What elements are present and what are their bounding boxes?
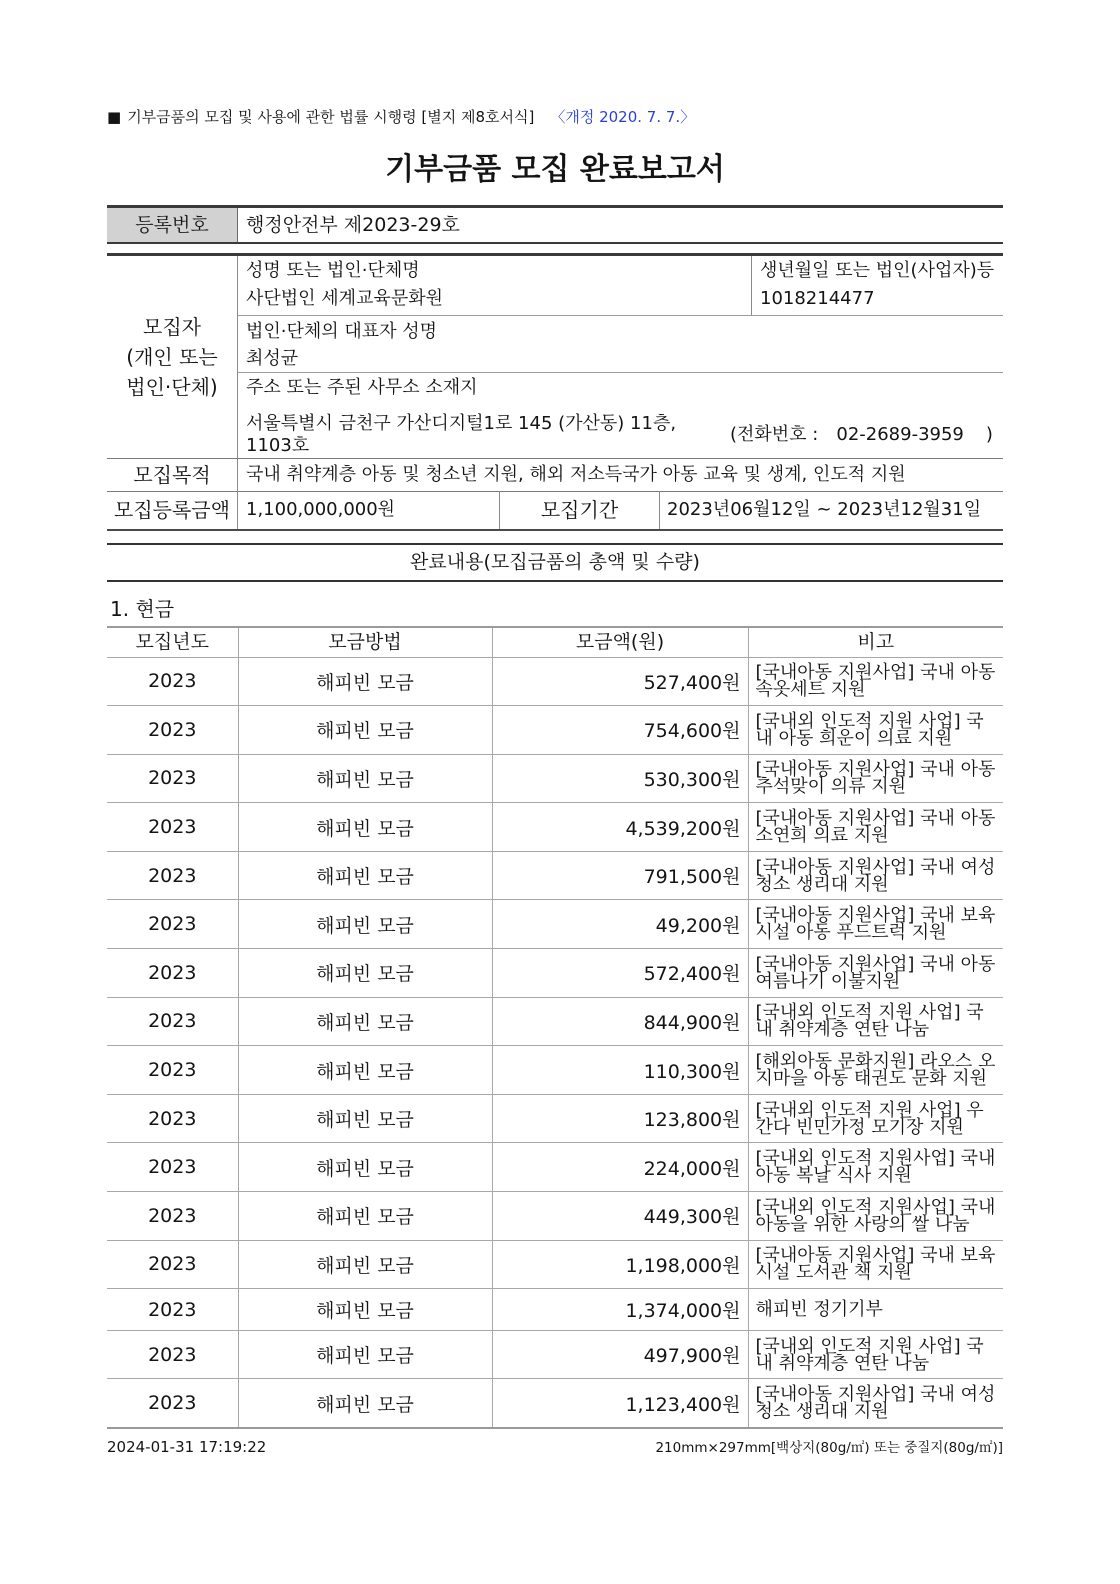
recruiter-details bbox=[238, 256, 1003, 458]
note-cell: [국내아동 지원사업] 국내 여성 청소 생리대 지원 bbox=[748, 851, 1003, 900]
amount-period-row bbox=[107, 491, 1003, 531]
note-cell: [국내아동 지원사업] 국내 아동 속옷세트 지원 bbox=[748, 657, 1003, 706]
registration-row bbox=[107, 205, 1003, 244]
name-label: 성명 또는 법인·단체명 bbox=[246, 260, 420, 281]
year-cell: 2023 bbox=[107, 997, 238, 1046]
square-bullet-icon: ■ bbox=[107, 108, 122, 126]
amount-cell: 572,400원 bbox=[492, 949, 748, 998]
amount-cell: 844,900원 bbox=[492, 997, 748, 1046]
table-row bbox=[107, 1240, 1003, 1289]
column-header-method: 모금방법 bbox=[238, 627, 492, 657]
form-header bbox=[107, 107, 695, 127]
amount-cell: 1,123,400원 bbox=[492, 1379, 748, 1428]
year-cell: 2023 bbox=[107, 949, 238, 998]
amendment-date: 〈개정 2020. 7. 7.〉 bbox=[550, 108, 696, 126]
note-cell: [국내외 인도적 지원사업] 국내 아동 복날 식사 지원 bbox=[748, 1143, 1003, 1192]
method-cell: 해피빈 모금 bbox=[238, 657, 492, 706]
phone-label: (전화번호 : bbox=[730, 424, 819, 445]
method-cell: 해피빈 모금 bbox=[238, 949, 492, 998]
year-cell: 2023 bbox=[107, 1289, 238, 1331]
column-header-amount: 모금액(원) bbox=[492, 627, 748, 657]
year-cell: 2023 bbox=[107, 900, 238, 949]
note-cell: [국내아동 지원사업] 국내 보육시설 도서관 책 지원 bbox=[748, 1240, 1003, 1289]
purpose-label: 모집목적 bbox=[107, 459, 238, 491]
amount-cell: 110,300원 bbox=[492, 1046, 748, 1095]
name-value: 사단법인 세계교육문화원 bbox=[246, 288, 443, 309]
amount-cell: 449,300원 bbox=[492, 1192, 748, 1241]
representative-row bbox=[238, 315, 1003, 372]
address-row bbox=[238, 372, 1003, 458]
registration-label: 등록번호 bbox=[107, 208, 238, 242]
year-cell: 2023 bbox=[107, 1046, 238, 1095]
amount-cell: 791,500원 bbox=[492, 851, 748, 900]
method-cell: 해피빈 모금 bbox=[238, 1289, 492, 1331]
amount-cell: 530,300원 bbox=[492, 754, 748, 803]
representative-label: 법인·단체의 대표자 성명 bbox=[246, 321, 438, 342]
method-cell: 해피빈 모금 bbox=[238, 1094, 492, 1143]
note-cell: [국내아동 지원사업] 국내 아동 소연희 의료 지원 bbox=[748, 803, 1003, 852]
recruiter-label-line: (개인 또는 bbox=[126, 345, 218, 369]
method-cell: 해피빈 모금 bbox=[238, 706, 492, 755]
year-cell: 2023 bbox=[107, 1094, 238, 1143]
id-cell bbox=[752, 256, 1003, 315]
registered-amount-label: 모집등록금액 bbox=[107, 491, 238, 529]
method-cell: 해피빈 모금 bbox=[238, 1143, 492, 1192]
table-row bbox=[107, 997, 1003, 1046]
year-cell: 2023 bbox=[107, 1330, 238, 1379]
page-title: 기부금품 모집 완료보고서 bbox=[385, 152, 725, 187]
cash-table bbox=[107, 626, 1003, 1429]
column-header-year: 모집년도 bbox=[107, 627, 238, 657]
period-label: 모집기간 bbox=[500, 491, 660, 529]
table-row bbox=[107, 1046, 1003, 1095]
year-cell: 2023 bbox=[107, 657, 238, 706]
method-cell: 해피빈 모금 bbox=[238, 754, 492, 803]
note-cell: [국내아동 지원사업] 국내 아동 여름나기 이불지원 bbox=[748, 949, 1003, 998]
method-cell: 해피빈 모금 bbox=[238, 1379, 492, 1428]
amount-cell: 224,000원 bbox=[492, 1143, 748, 1192]
method-cell: 해피빈 모금 bbox=[238, 900, 492, 949]
amount-cell: 1,198,000원 bbox=[492, 1240, 748, 1289]
name-cell bbox=[238, 256, 752, 315]
name-row bbox=[238, 256, 1003, 315]
recruiter-section bbox=[107, 253, 1003, 458]
table-row bbox=[107, 1192, 1003, 1241]
table-row bbox=[107, 1379, 1003, 1428]
amount-cell: 527,400원 bbox=[492, 657, 748, 706]
table-row bbox=[107, 803, 1003, 852]
note-cell: [국내외 인도적 지원 사업] 국내 취약계층 연탄 나눔 bbox=[748, 1330, 1003, 1379]
amount-cell: 49,200원 bbox=[492, 900, 748, 949]
table-row bbox=[107, 706, 1003, 755]
column-header-note: 비고 bbox=[748, 627, 1003, 657]
amount-cell: 123,800원 bbox=[492, 1094, 748, 1143]
note-cell: [국내외 인도적 지원 사업] 국내 아동 희운이 의료 지원 bbox=[748, 706, 1003, 755]
address-label: 주소 또는 주된 사무소 소재지 bbox=[246, 377, 478, 398]
note-cell: [국내아동 지원사업] 국내 아동 추석맞이 의류 지원 bbox=[748, 754, 1003, 803]
amount-cell: 754,600원 bbox=[492, 706, 748, 755]
law-reference: 기부금품의 모집 및 사용에 관한 법률 시행령 [별지 제8호서식] bbox=[127, 108, 535, 126]
table-row bbox=[107, 1143, 1003, 1192]
cash-table-body bbox=[107, 657, 1003, 1428]
year-cell: 2023 bbox=[107, 1192, 238, 1241]
year-cell: 2023 bbox=[107, 851, 238, 900]
purpose-value: 국내 취약계층 아동 및 청소년 지원, 해외 저소득국가 아동 교육 및 생계, 인도적 지원 bbox=[246, 464, 906, 485]
table-header-row bbox=[107, 627, 1003, 657]
note-cell: 해피빈 정기기부 bbox=[748, 1289, 1003, 1331]
print-timestamp: 2024-01-31 17:19:22 bbox=[107, 1438, 267, 1456]
cash-section-heading: 1. 현금 bbox=[110, 597, 175, 621]
method-cell: 해피빈 모금 bbox=[238, 1240, 492, 1289]
table-row bbox=[107, 900, 1003, 949]
method-cell: 해피빈 모금 bbox=[238, 1192, 492, 1241]
id-value: 1018214477 bbox=[760, 288, 875, 309]
registered-amount-value: 1,100,000,000원 bbox=[238, 491, 500, 529]
representative-value: 최성균 bbox=[246, 348, 299, 369]
note-cell: [국내아동 지원사업] 국내 여성 청소 생리대 지원 bbox=[748, 1379, 1003, 1428]
amount-cell: 4,539,200원 bbox=[492, 803, 748, 852]
year-cell: 2023 bbox=[107, 1379, 238, 1428]
recruiter-label-line: 모집자 bbox=[143, 315, 201, 339]
phone-group bbox=[730, 423, 993, 447]
year-cell: 2023 bbox=[107, 803, 238, 852]
phone-number: 02-2689-3959 bbox=[836, 424, 964, 445]
table-row bbox=[107, 851, 1003, 900]
amount-cell: 497,900원 bbox=[492, 1330, 748, 1379]
table-row bbox=[107, 1289, 1003, 1331]
period-value: 2023년06월12일 ~ 2023년12월31일 bbox=[667, 499, 982, 520]
method-cell: 해피빈 모금 bbox=[238, 1330, 492, 1379]
amount-cell: 1,374,000원 bbox=[492, 1289, 748, 1331]
phone-close-paren: ) bbox=[985, 424, 993, 445]
year-cell: 2023 bbox=[107, 706, 238, 755]
method-cell: 해피빈 모금 bbox=[238, 997, 492, 1046]
registration-number: 행정안전부 제2023-29호 bbox=[246, 214, 460, 236]
table-row bbox=[107, 1330, 1003, 1379]
id-label: 생년월일 또는 법인(사업자)등 bbox=[760, 260, 995, 281]
purpose-row bbox=[107, 458, 1003, 492]
note-cell: [해외아동 문화지원] 라오스 오지마을 아동 태권도 문화 지원 bbox=[748, 1046, 1003, 1095]
note-cell: [국내외 인도적 지원 사업] 국내 취약계층 연탄 나눔 bbox=[748, 997, 1003, 1046]
table-row bbox=[107, 1094, 1003, 1143]
method-cell: 해피빈 모금 bbox=[238, 1046, 492, 1095]
method-cell: 해피빈 모금 bbox=[238, 803, 492, 852]
completion-heading: 완료내용(모집금품의 총액 및 수량) bbox=[107, 543, 1003, 582]
table-row bbox=[107, 754, 1003, 803]
year-cell: 2023 bbox=[107, 1240, 238, 1289]
table-row bbox=[107, 949, 1003, 998]
note-cell: [국내아동 지원사업] 국내 보육시설 아동 푸드트럭 지원 bbox=[748, 900, 1003, 949]
note-cell: [국내외 인도적 지원사업] 국내 아동을 위한 사랑의 쌀 나눔 bbox=[748, 1192, 1003, 1241]
year-cell: 2023 bbox=[107, 754, 238, 803]
paper-spec: 210mm×297mm[백상지(80g/㎡) 또는 중질지(80g/㎡)] bbox=[655, 1440, 1003, 1456]
recruiter-label-line: 법인·단체) bbox=[126, 375, 218, 399]
method-cell: 해피빈 모금 bbox=[238, 851, 492, 900]
table-row bbox=[107, 657, 1003, 706]
year-cell: 2023 bbox=[107, 1143, 238, 1192]
address-value: 서울특별시 금천구 가산디지털1로 145 (가산동) 11층, 1103호 bbox=[246, 413, 677, 456]
note-cell: [국내외 인도적 지원 사업] 우간다 빈민가정 모기장 지원 bbox=[748, 1094, 1003, 1143]
recruiter-label bbox=[107, 256, 238, 458]
